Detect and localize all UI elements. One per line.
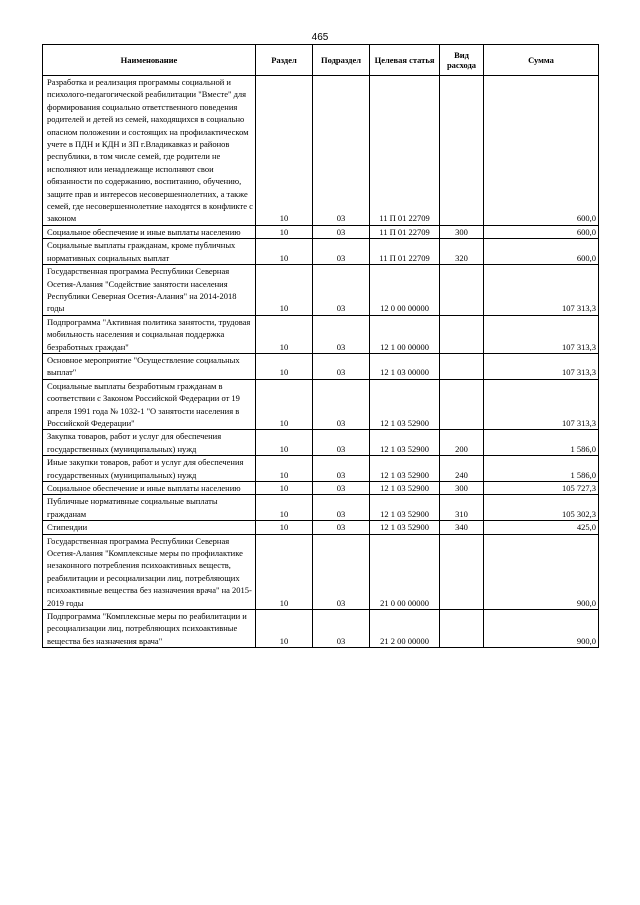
cell-amount: 1 586,0	[484, 430, 599, 456]
header-subsection: Подраздел	[313, 45, 370, 76]
table-row	[43, 456, 599, 482]
table-row	[43, 379, 599, 430]
cell-subsection: 03	[313, 610, 370, 648]
cell-name: Социальное обеспечение и иные выплаты населению	[43, 482, 256, 495]
header-amount: Сумма	[484, 45, 599, 76]
cell-amount: 105 302,3	[484, 495, 599, 521]
cell-amount: 107 313,3	[484, 379, 599, 430]
table-row	[43, 225, 599, 238]
cell-expense-type	[440, 353, 484, 379]
cell-amount: 1 586,0	[484, 456, 599, 482]
cell-expense-type	[440, 315, 484, 353]
cell-subsection: 03	[313, 315, 370, 353]
table-row	[43, 482, 599, 495]
cell-subsection: 03	[313, 534, 370, 609]
cell-target: 12 1 03 52900	[370, 521, 440, 534]
table-row	[43, 353, 599, 379]
cell-expense-type	[440, 265, 484, 316]
cell-target: 21 0 00 00000	[370, 534, 440, 609]
table-row	[43, 534, 599, 609]
cell-subsection: 03	[313, 265, 370, 316]
table-row	[43, 495, 599, 521]
cell-section: 10	[256, 225, 313, 238]
cell-subsection: 03	[313, 521, 370, 534]
cell-expense-type: 300	[440, 225, 484, 238]
cell-expense-type: 300	[440, 482, 484, 495]
cell-amount: 107 313,3	[484, 315, 599, 353]
cell-section: 10	[256, 610, 313, 648]
cell-name: Социальное обеспечение и иные выплаты населению	[43, 225, 256, 238]
cell-expense-type: 320	[440, 239, 484, 265]
cell-target: 11 П 01 22709	[370, 239, 440, 265]
cell-target: 12 1 03 52900	[370, 379, 440, 430]
cell-name: Подпрограмма "Комплексные меры по реабилитации и ресоциализации лиц, потребляющих психоактивные вещества без назначения врача"	[43, 610, 256, 648]
cell-name: Государственная программа Республики Северная Осетия-Алания "Комплексные меры по профилактике незаконного потребления психоактивных веществ, реабилитации и ресоциализации лиц, потребляющих психоактивные вещества без назначения врача" на 2015-2019 годы	[43, 534, 256, 609]
cell-section: 10	[256, 534, 313, 609]
cell-subsection: 03	[313, 76, 370, 226]
cell-subsection: 03	[313, 239, 370, 265]
cell-name: Социальные выплаты безработным гражданам в соответствии с Законом Российской Федерации от 19 апреля 1991 года № 1032-1 "О занятости населения в Российской Федерации"	[43, 379, 256, 430]
cell-name: Стипендии	[43, 521, 256, 534]
cell-section: 10	[256, 265, 313, 316]
cell-target: 11 П 01 22709	[370, 225, 440, 238]
cell-target: 21 2 00 00000	[370, 610, 440, 648]
cell-section: 10	[256, 456, 313, 482]
cell-subsection: 03	[313, 430, 370, 456]
cell-subsection: 03	[313, 495, 370, 521]
page-number: 465	[311, 32, 329, 43]
cell-expense-type	[440, 610, 484, 648]
cell-section: 10	[256, 353, 313, 379]
cell-target: 12 0 00 00000	[370, 265, 440, 316]
cell-name: Публичные нормативные социальные выплаты гражданам	[43, 495, 256, 521]
cell-amount: 425,0	[484, 521, 599, 534]
cell-subsection: 03	[313, 353, 370, 379]
cell-name: Разработка и реализация программы социальной и психолого-педагогической реабилитации "Вместе" для формирования социально ответственного поведения родителей и детей из семей, находящихся в социально опасном положении и состоящих на профилактическом учете в ПДН и КДН и ЗП г.Владикавказ и районов республики, в том числе семей, где родители не исполняют или ненадлежаще исполняют свои обязанности по содержанию, воспитанию, обучению, защите прав и интересов несовершеннолетних, а также семей, где несовершеннолетние находятся в конфликте с законом	[43, 76, 256, 226]
cell-target: 12 1 03 52900	[370, 482, 440, 495]
cell-section: 10	[256, 521, 313, 534]
cell-subsection: 03	[313, 456, 370, 482]
cell-expense-type	[440, 534, 484, 609]
cell-amount: 600,0	[484, 225, 599, 238]
table-row	[43, 315, 599, 353]
cell-subsection: 03	[313, 379, 370, 430]
cell-name: Подпрограмма "Активная политика занятости, трудовая мобильность населения и социальная поддержка безработных граждан"	[43, 315, 256, 353]
cell-target: 12 1 03 52900	[370, 495, 440, 521]
cell-name: Государственная программа Республики Северная Осетия-Алания "Содействие занятости населения Республики Северная Осетия-Алания" на 2014-2018 годы	[43, 265, 256, 316]
cell-expense-type	[440, 76, 484, 226]
table-row	[43, 76, 599, 226]
cell-amount: 105 727,3	[484, 482, 599, 495]
table-row	[43, 239, 599, 265]
cell-target: 12 1 03 52900	[370, 430, 440, 456]
cell-section: 10	[256, 495, 313, 521]
table-row	[43, 521, 599, 534]
cell-name: Социальные выплаты гражданам, кроме публичных нормативных социальных выплат	[43, 239, 256, 265]
cell-name: Иные закупки товаров, работ и услуг для обеспечения государственных (муниципальных) нужд	[43, 456, 256, 482]
header-section: Раздел	[256, 45, 313, 76]
cell-target: 12 1 03 52900	[370, 456, 440, 482]
header-expense-type: Вид расхода	[440, 45, 484, 76]
cell-section: 10	[256, 239, 313, 265]
header-target: Целевая статья	[370, 45, 440, 76]
table-row	[43, 430, 599, 456]
cell-expense-type: 310	[440, 495, 484, 521]
cell-section: 10	[256, 315, 313, 353]
cell-subsection: 03	[313, 482, 370, 495]
cell-amount: 900,0	[484, 610, 599, 648]
cell-subsection: 03	[313, 225, 370, 238]
budget-table	[42, 44, 599, 648]
table-row	[43, 610, 599, 648]
cell-expense-type: 200	[440, 430, 484, 456]
cell-expense-type	[440, 379, 484, 430]
cell-target: 12 1 03 00000	[370, 353, 440, 379]
cell-target: 12 1 00 00000	[370, 315, 440, 353]
cell-amount: 600,0	[484, 239, 599, 265]
cell-expense-type: 240	[440, 456, 484, 482]
cell-name: Закупка товаров, работ и услуг для обеспечения государственных (муниципальных) нужд	[43, 430, 256, 456]
table-row	[43, 265, 599, 316]
cell-expense-type: 340	[440, 521, 484, 534]
cell-section: 10	[256, 430, 313, 456]
cell-amount: 900,0	[484, 534, 599, 609]
cell-amount: 107 313,3	[484, 265, 599, 316]
cell-amount: 107 313,3	[484, 353, 599, 379]
cell-section: 10	[256, 482, 313, 495]
cell-target: 11 П 01 22709	[370, 76, 440, 226]
cell-section: 10	[256, 379, 313, 430]
header-name: Наименование	[43, 45, 256, 76]
table-header-row	[43, 45, 599, 76]
cell-name: Основное мероприятие "Осуществление социальных выплат"	[43, 353, 256, 379]
cell-amount: 600,0	[484, 76, 599, 226]
cell-section: 10	[256, 76, 313, 226]
